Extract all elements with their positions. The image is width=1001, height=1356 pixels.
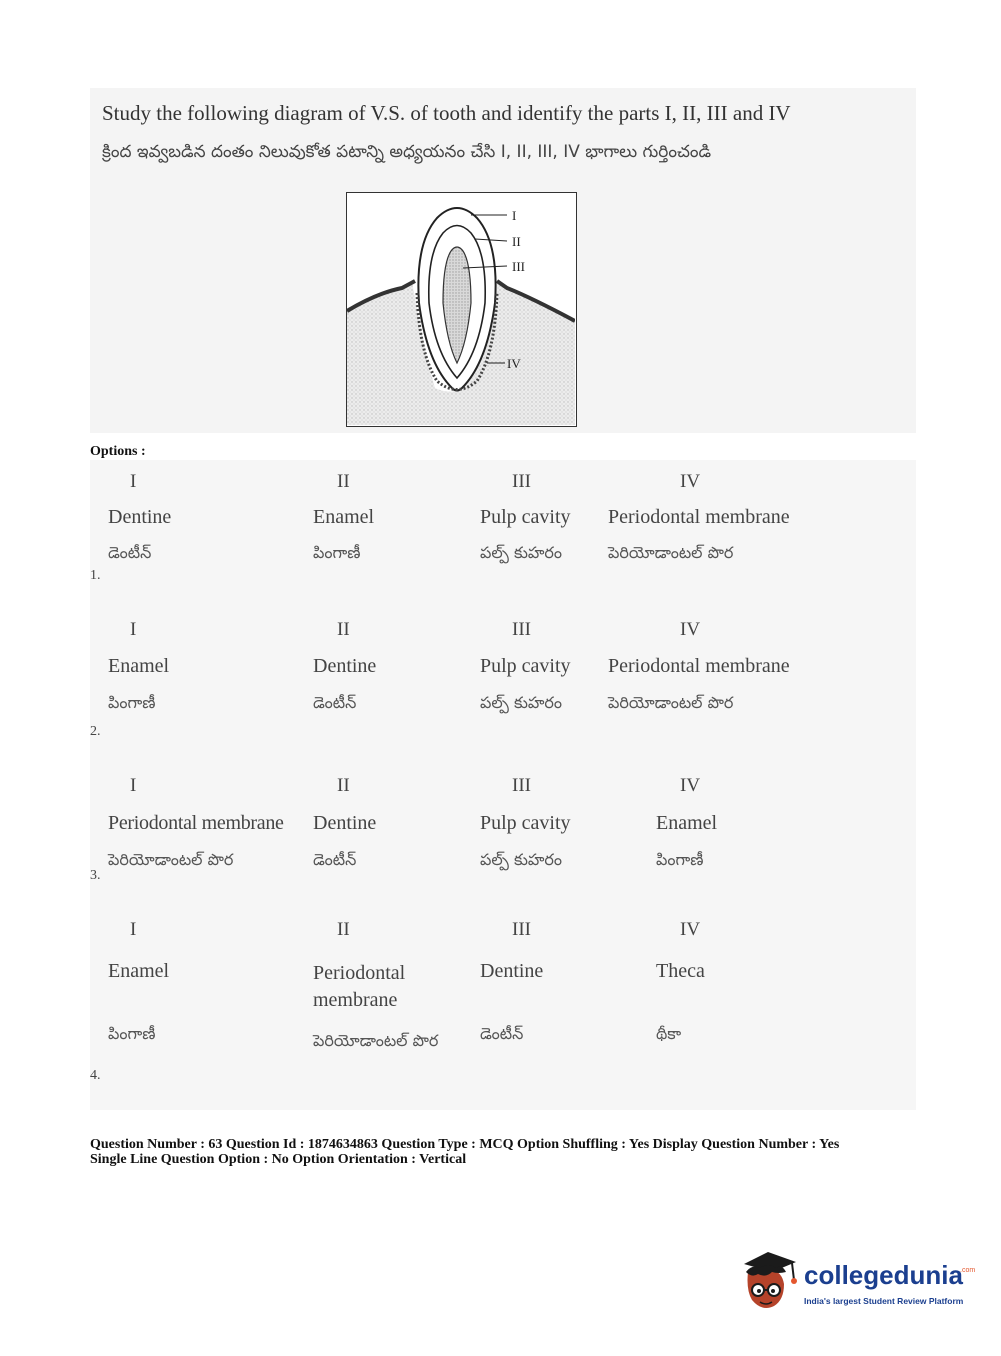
option-2-part-IV-te: పెరియోడాంటల్ పొర bbox=[608, 693, 734, 712]
option-4-part-IV-te: థీకా bbox=[656, 1024, 682, 1043]
option-1-part-III-te: పల్ప్ కుహరం bbox=[480, 543, 562, 562]
option-1-header-II: II bbox=[337, 471, 350, 492]
option-2-part-I: Enamel bbox=[108, 655, 170, 677]
option-1-part-III: Pulp cavity bbox=[480, 506, 571, 528]
option-4-part-III: Dentine bbox=[480, 960, 544, 982]
collegedunia-logo[interactable] bbox=[738, 1250, 976, 1316]
option-1-part-IV-te: పెరియోడాంటల్ పొర bbox=[608, 543, 734, 562]
option-4-part-IV: Theca bbox=[656, 960, 705, 982]
option-1-header-IV: IV bbox=[680, 471, 701, 492]
option-1-part-IV: Periodontal membrane bbox=[608, 506, 790, 528]
option-2-part-III-te: పల్ప్ కుహరం bbox=[480, 693, 562, 712]
option-4-part-II-te: పెరియోడాంటల్ పొర bbox=[313, 1031, 439, 1050]
question-text-telugu: క్రింద ఇవ్వబడిన దంతం నిలువుకోత పటాన్ని అధ్యయనం చేసి I, II, III, IV భాగాలు గుర్తించండి bbox=[102, 142, 712, 162]
diagram-label-I: I bbox=[512, 208, 517, 223]
option-4-header-I: I bbox=[130, 919, 137, 940]
diagram-label-II: II bbox=[512, 234, 521, 249]
option-2-part-IV: Periodontal membrane bbox=[608, 655, 790, 677]
option-3-header-III: III bbox=[512, 775, 531, 796]
metadata-line-2: Single Line Question Option : No Option Orientation : Vertical bbox=[90, 1152, 467, 1167]
option-3-header-I: I bbox=[130, 775, 137, 796]
option-3-part-III-te: పల్ప్ కుహరం bbox=[480, 850, 562, 869]
option-4-number: 4. bbox=[90, 1068, 101, 1083]
option-4-part-II: Periodontal membrane bbox=[313, 962, 406, 1011]
option-4-header-II: II bbox=[337, 919, 350, 940]
option-1-header-III: III bbox=[512, 471, 531, 492]
option-3-part-IV-te: పింగాణీ bbox=[656, 850, 704, 869]
tooth-diagram-svg bbox=[347, 193, 575, 425]
option-1-part-I: Dentine bbox=[108, 506, 172, 528]
option-4-header-III: III bbox=[512, 919, 531, 940]
option-3-number: 3. bbox=[90, 868, 101, 883]
option-3-part-II: Dentine bbox=[313, 812, 377, 834]
diagram-label-IV: IV bbox=[507, 356, 521, 371]
option-2-header-II: II bbox=[337, 619, 350, 640]
mascot-icon bbox=[738, 1250, 800, 1316]
option-2-header-III: III bbox=[512, 619, 531, 640]
logo-com-suffix: .com bbox=[960, 1267, 976, 1274]
option-2-part-I-te: పింగాణీ bbox=[108, 693, 156, 712]
option-2-header-I: I bbox=[130, 619, 137, 640]
option-2-number: 2. bbox=[90, 724, 101, 739]
options-label: Options : bbox=[90, 444, 146, 459]
option-1-part-II: Enamel bbox=[313, 506, 375, 528]
option-3-part-I-te: పెరియోడాంటల్ పొర bbox=[108, 850, 234, 869]
option-4-part-III-te: డెంటీన్ bbox=[480, 1024, 524, 1043]
option-4-header-IV: IV bbox=[680, 919, 701, 940]
option-1-header-I: I bbox=[130, 471, 137, 492]
option-2-part-II-te: డెంటీన్ bbox=[313, 693, 357, 712]
question-text-english: Study the following diagram of V.S. of tooth and identify the parts I, II, III and IV bbox=[102, 101, 791, 125]
option-2-part-II: Dentine bbox=[313, 655, 377, 677]
option-3-header-II: II bbox=[337, 775, 350, 796]
question-metadata bbox=[90, 1137, 839, 1167]
option-3-header-IV: IV bbox=[680, 775, 701, 796]
option-2-part-III: Pulp cavity bbox=[480, 655, 571, 677]
option-1-part-I-te: డెంటీన్ bbox=[108, 543, 152, 562]
diagram-label-III: III bbox=[512, 259, 525, 274]
option-2-header-IV: IV bbox=[680, 619, 701, 640]
logo-tagline: India's largest Student Review Platform bbox=[804, 1296, 964, 1306]
option-3-part-II-te: డెంటీన్ bbox=[313, 850, 357, 869]
option-1-part-II-te: పింగాణీ bbox=[313, 543, 361, 562]
option-3-part-III: Pulp cavity bbox=[480, 812, 571, 834]
option-4-part-I-te: పింగాణీ bbox=[108, 1024, 156, 1043]
option-4-part-I: Enamel bbox=[108, 960, 170, 982]
option-3-part-I: Periodontal membrane bbox=[108, 812, 284, 834]
option-3-part-IV: Enamel bbox=[656, 812, 718, 834]
logo-wordmark: collegedunia bbox=[804, 1260, 963, 1290]
tooth-diagram bbox=[346, 192, 577, 427]
option-1-number: 1. bbox=[90, 568, 101, 583]
metadata-line-1: Question Number : 63 Question Id : 1874634863 Question Type : MCQ Option Shuffling : Yes Display Question Number : Yes bbox=[90, 1137, 840, 1152]
